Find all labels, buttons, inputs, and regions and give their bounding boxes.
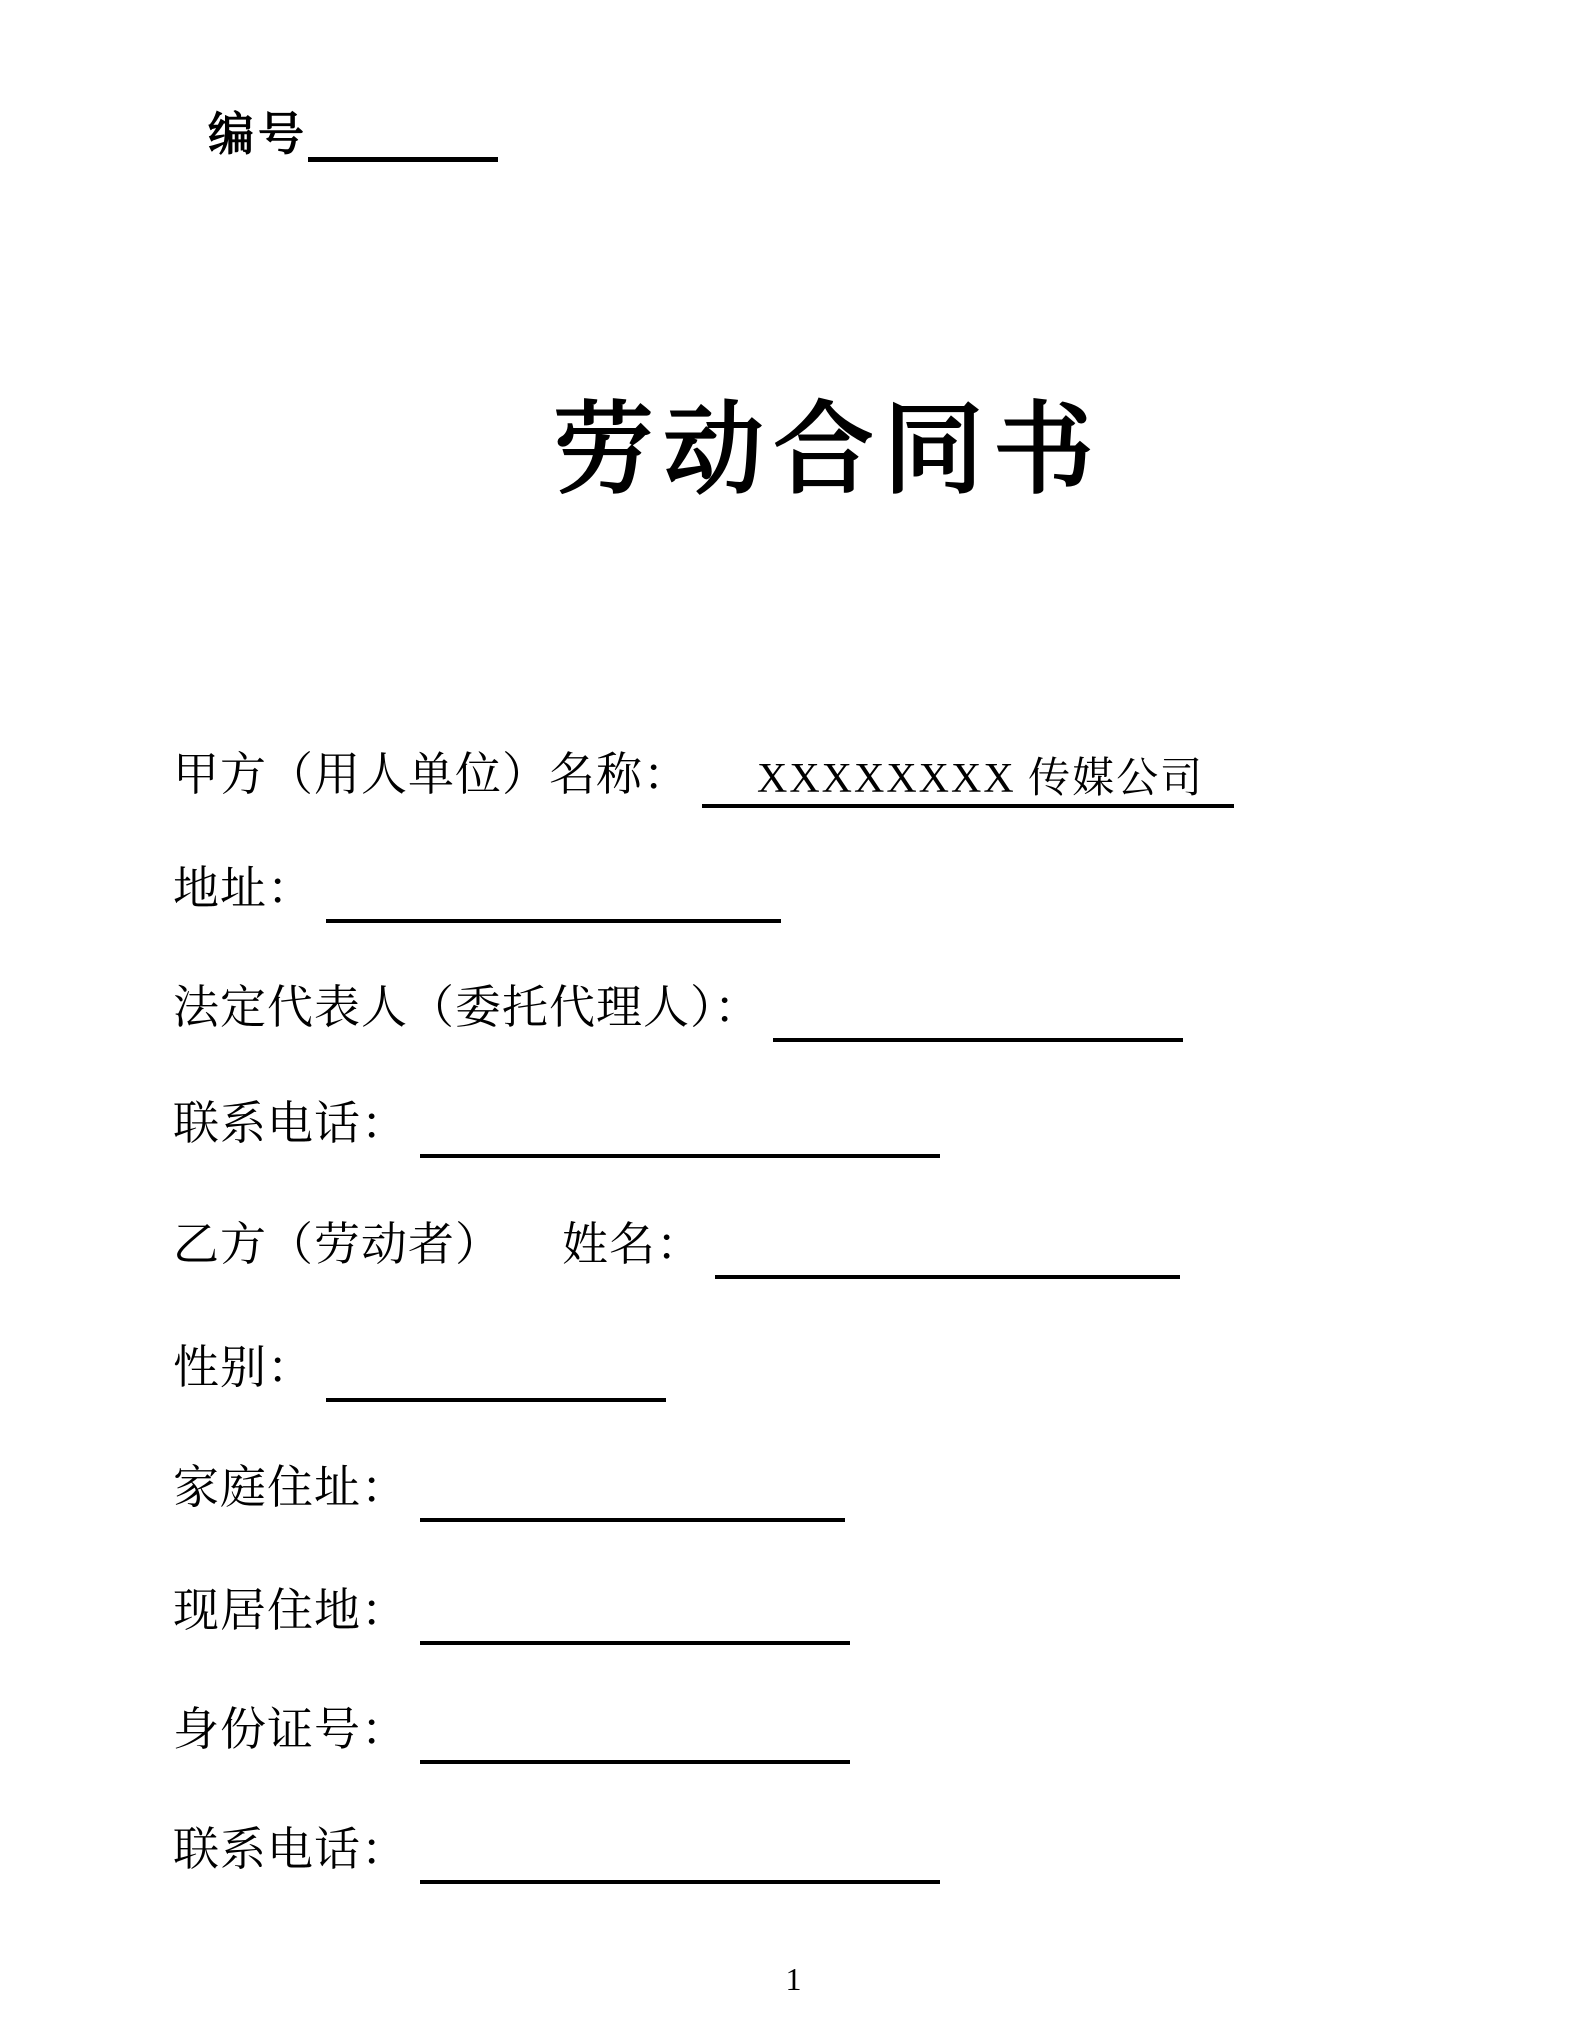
current-residence-label: 现居住地： [173,1585,408,1636]
row-id-number [173,1705,850,1756]
party-a-address-label: 地址： [173,863,314,914]
home-address-label: 家庭住址： [173,1462,408,1513]
party-b-label: 乙方（劳动者） [173,1219,502,1270]
serial-number-blank-line [308,157,498,162]
id-number-blank-line [420,1760,850,1764]
current-residence-blank-line [420,1641,850,1645]
row-gender [173,1343,666,1394]
party-b-phone-label: 联系电话： [173,1824,408,1875]
id-number-label: 身份证号： [173,1704,408,1755]
home-address-blank-line [420,1518,845,1522]
party-a-phone-blank-line [420,1154,940,1158]
party-a-phone-label: 联系电话： [173,1098,408,1149]
serial-number-label: 编号 [208,109,308,160]
row-party-b-phone [173,1825,940,1876]
serial-number-row [208,109,498,160]
row-party-b-name [173,1220,1180,1271]
party-a-name-label: 甲方（用人单位）名称： [173,748,690,800]
gender-label: 性别： [173,1342,314,1393]
gender-blank-line [326,1398,666,1402]
row-current-residence [173,1586,850,1637]
row-party-a-name [173,748,1234,800]
party-b-name-blank-line [715,1275,1180,1279]
row-legal-representative [173,983,1183,1034]
party-a-name-value: XXXXXXXX 传媒公司 [757,756,1205,802]
party-a-address-blank-line [326,919,781,923]
page-number: 1 [785,1961,802,1997]
row-party-a-address [173,864,781,915]
party-b-name-label: 姓名： [562,1219,703,1270]
legal-representative-blank-line [773,1038,1183,1042]
legal-representative-label: 法定代表人（委托代理人）： [173,982,761,1033]
row-party-a-phone [173,1099,940,1150]
row-home-address [173,1463,845,1514]
party-b-phone-blank-line [420,1880,940,1884]
contract-title: 劳动合同书 [553,395,1104,506]
party-a-name-blank-line [702,756,1234,808]
